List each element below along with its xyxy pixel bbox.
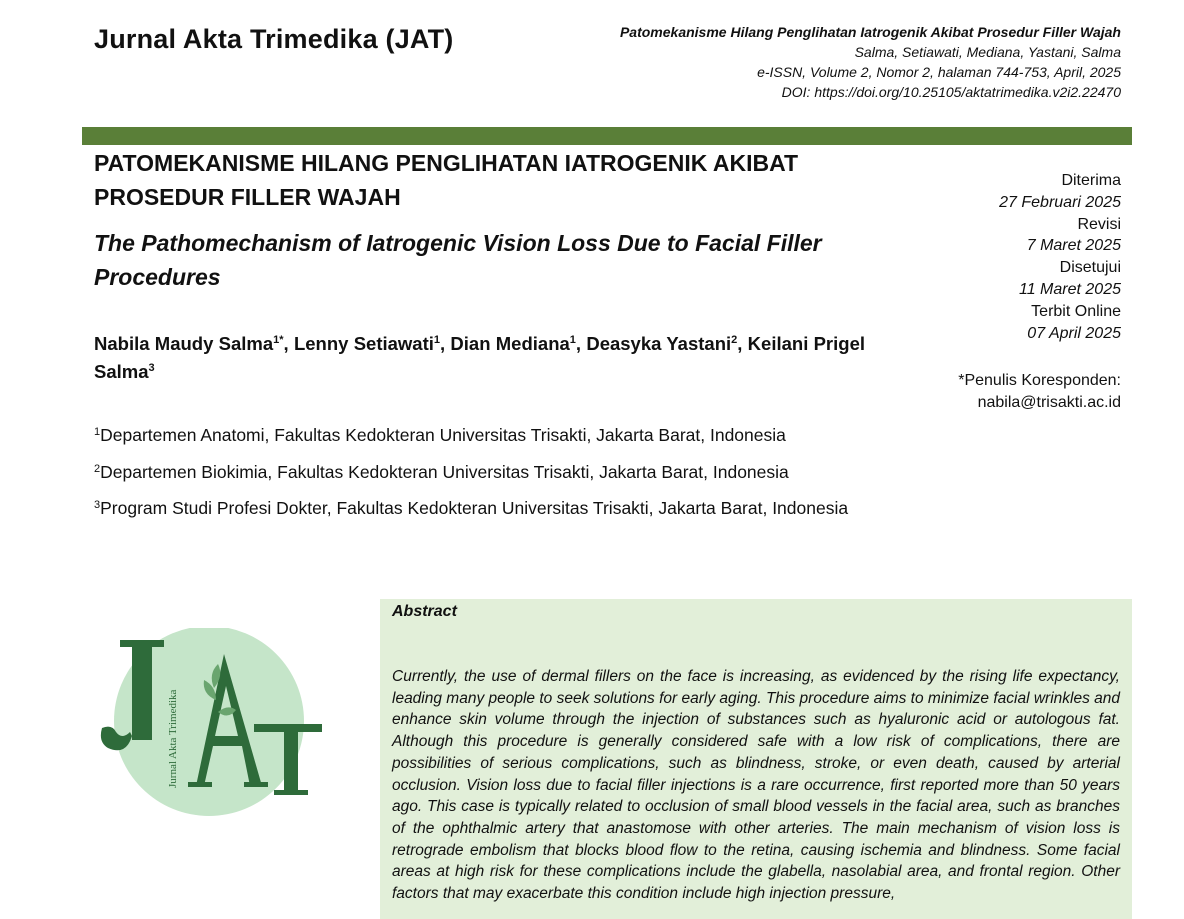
accepted-date: 11 Maret 2025: [1019, 280, 1121, 298]
author-list: [94, 330, 865, 386]
author-name: Keilani Prigel Salma: [94, 333, 865, 382]
author-separator: ,: [575, 333, 587, 354]
journal-logo-icon: [96, 628, 328, 824]
abstract-text: Currently, the use of dermal fillers on the face is increasing, as evidenced by the rising life expectancy, leading many people to seek solutions for early aging. This procedure aims to minimize facial wrinkles and enhance skin volume through the injection of substances such as hyaluronic acid or autologous fat. Although this procedure is generally considered safe with a low risk of complications, there are possibilities of serious complications, such as blindness, stroke, or even death, caused by arterial occlusion. Vision loss due to facial filler injections is a rare occurrence, first reported more than 50 years ago. This case is typically related to occlusion of small blood vessels in the facial area, such as branches of the ophthalmic artery that anastomose with other arteries. The main mechanism of vision loss is retrograde embolism that blocks blood flow to the retina, causing ischemia and blindness. Some facial areas at high risk for these complications include the glabella, nasolabial area, and frontal region. Other factors that may exacerbate this condition include high injection pressure,: [392, 668, 1121, 903]
author-separator: ,: [440, 333, 451, 354]
affiliation-sup: 3: [94, 499, 101, 511]
author-affil-sup: 1*: [273, 334, 284, 346]
online-date: 07 April 2025: [1027, 324, 1121, 342]
online-label: Terbit Online: [1031, 302, 1121, 320]
author-separator: ,: [737, 333, 748, 354]
author-affil-sup: 2: [731, 334, 738, 346]
issue-info: e-ISSN, Volume 2, Nomor 2, halaman 744-753, April, 2025: [757, 64, 1121, 80]
affiliation-sup: 2: [94, 463, 101, 475]
article-title-indonesian: PATOMEKANISME HILANG PENGLIHATAN IATROGENIK AKIBAT PROSEDUR FILLER WAJAH: [94, 150, 799, 210]
abstract-box: [380, 599, 1132, 919]
received-date: 27 Februari 2025: [999, 193, 1121, 211]
corresponding-author: [881, 370, 1121, 414]
author-affil-sup: 1: [433, 334, 441, 346]
author-name: Lenny Setiawati: [293, 333, 434, 354]
doi-link[interactable]: DOI: https://doi.org/10.25105/aktatrimedika.v2i2.22470: [781, 84, 1121, 100]
author-name: Dian Mediana: [450, 333, 570, 354]
affiliation-3: [94, 496, 894, 520]
article-title-english: The Pathomechanism of Iatrogenic Vision Loss Due to Facial Filler Procedures: [94, 230, 822, 290]
affiliation-2: [94, 460, 894, 484]
logo-vertical-text: Jurnal Akta Trimedika: [167, 689, 179, 788]
article-dates: [901, 170, 1121, 344]
received-label: Diterima: [1061, 172, 1121, 189]
author-name: Deasyka Yastani: [586, 333, 732, 354]
running-authors: Salma, Setiawati, Mediana, Yastani, Salma: [854, 44, 1121, 60]
author-separator: ,: [283, 333, 294, 354]
corresponding-label: *Penulis Koresponden:: [958, 372, 1121, 389]
author-affil-sup: 3: [148, 362, 155, 374]
affiliation-sup: 1: [94, 426, 101, 438]
revised-date: 7 Maret 2025: [1026, 237, 1121, 255]
affiliation-text: Departemen Biokimia, Fakultas Kedokteran Universitas Trisakti, Jakarta Barat, Indonesia: [100, 462, 789, 482]
header-meta: [481, 22, 1121, 102]
header-divider-bar: [82, 127, 1132, 145]
journal-name: Jurnal Akta Trimedika (JAT): [94, 24, 454, 54]
author-affil-sup: 1: [569, 334, 576, 346]
running-title: Patomekanisme Hilang Penglihatan Iatrogenik Akibat Prosedur Filler Wajah: [619, 24, 1121, 40]
affiliation-text: Departemen Anatomi, Fakultas Kedokteran Universitas Trisakti, Jakarta Barat, Indonesia: [100, 425, 786, 445]
accepted-label: Disetujui: [1059, 259, 1121, 277]
affiliation-text: Program Studi Profesi Dokter, Fakultas Kedokteran Universitas Trisakti, Jakarta Barat, Indonesia: [100, 498, 849, 518]
revised-label: Revisi: [1077, 215, 1121, 233]
corresponding-email[interactable]: nabila@trisakti.ac.id: [977, 394, 1121, 411]
affiliation-1: [94, 423, 894, 447]
abstract-heading: Abstract: [392, 603, 457, 620]
author-name: Nabila Maudy Salma: [94, 333, 274, 354]
